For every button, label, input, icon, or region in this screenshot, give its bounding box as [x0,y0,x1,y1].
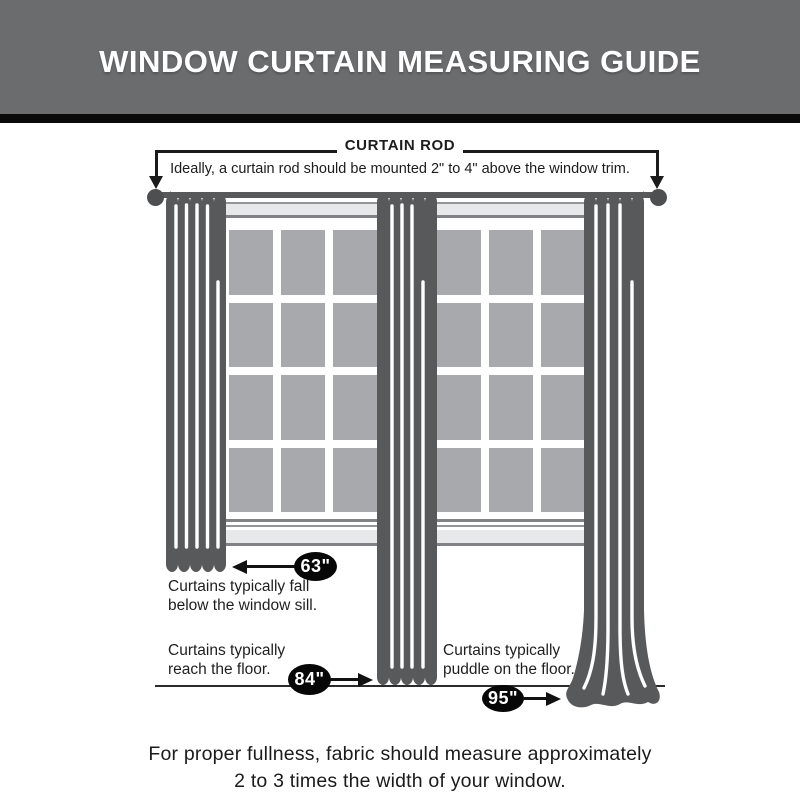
window-pane [281,303,325,368]
window-pane [281,448,325,513]
page-title: WINDOW CURTAIN MEASURING GUIDE [99,44,701,79]
bracket-line-left [156,150,337,153]
window-top-trim [226,204,380,215]
window-pane [489,303,533,368]
right-arrow-icon [358,673,373,687]
bracket-line-right [463,150,658,153]
caption-line: puddle on the floor. [443,660,575,678]
measurement-badge-63: 63" [294,552,337,581]
window-sill [226,530,380,543]
down-arrow-icon [149,176,163,189]
curtain-panel-sill-length [166,190,226,574]
window-pane [281,375,325,440]
window-left [226,202,380,547]
header-divider [0,114,800,123]
measurement-badge-95: 95" [482,685,524,712]
fullness-note [0,741,800,795]
right-arrow-icon [546,692,561,706]
window-pane [437,230,481,295]
arrow-line [523,697,547,700]
caption-sill [168,578,317,615]
window-pane [229,303,273,368]
window-pane [229,230,273,295]
caption-line: Curtains typically [443,642,561,659]
window-pane [489,230,533,295]
window-pane [333,448,377,513]
window-pane [437,303,481,368]
down-arrow-icon [650,176,664,189]
window-pane-grid [226,230,380,512]
arrow-line [330,678,359,681]
window-pane [437,375,481,440]
caption-line: Curtains typically fall [168,578,310,595]
window-pane [229,375,273,440]
window-pane [489,448,533,513]
fullness-note-line: 2 to 3 times the width of your window. [234,770,566,792]
caption-line: Curtains typically [168,642,286,659]
window-pane [333,230,377,295]
header-banner [0,0,800,114]
window-pane [281,230,325,295]
left-arrow-icon [232,560,247,574]
window-pane [229,448,273,513]
caption-puddle [443,642,575,679]
fullness-note-line: For proper fullness, fabric should measure approximately [148,743,652,765]
curtain-rod-label: CURTAIN ROD [344,137,456,154]
caption-line: reach the floor. [168,660,271,678]
measurement-badge-84: 84" [288,664,331,695]
curtain-panel-floor-length [377,190,437,687]
window-pane [489,375,533,440]
curtain-panel-puddle-length [565,190,660,711]
arrow-line [247,565,295,568]
window-pane [437,448,481,513]
window-sill-line [226,543,380,547]
caption-line: below the window sill. [168,596,318,614]
window-pane [333,303,377,368]
rod-finial-left-icon [147,189,164,206]
caption-floor [168,642,285,679]
rod-mounting-note: Ideally, a curtain rod should be mounted 2" to 4" above the window trim. [170,161,630,177]
window-pane [333,375,377,440]
